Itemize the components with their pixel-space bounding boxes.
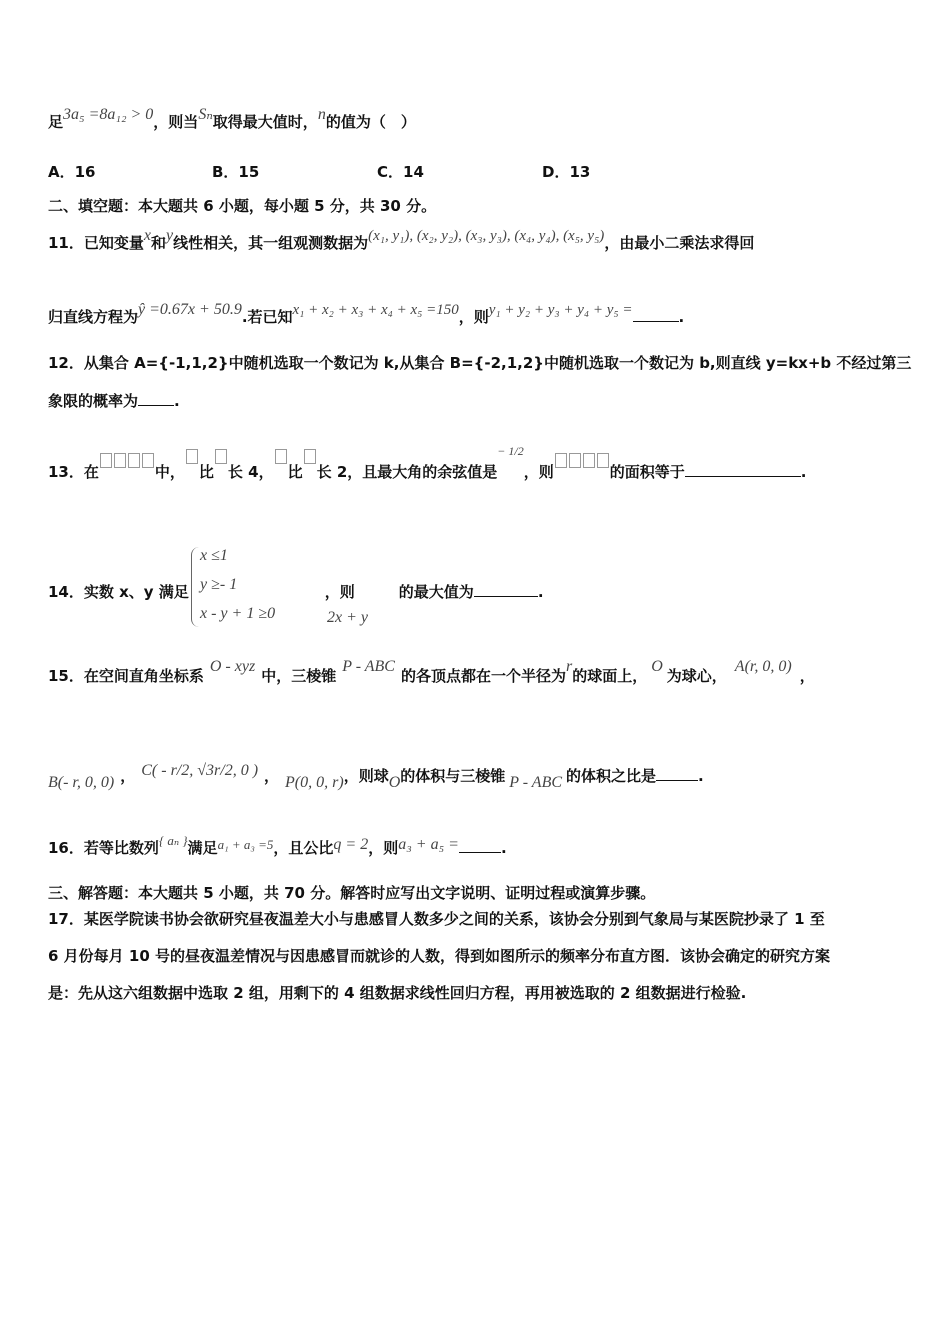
q15-answer-blank[interactable] — [656, 766, 698, 781]
q12-answer-blank[interactable] — [138, 391, 174, 406]
q16-p3: ，且公比 — [273, 839, 334, 857]
q11-line2 — [48, 301, 685, 328]
q11-answer-blank[interactable] — [633, 307, 679, 322]
q13-placeholder-icon — [304, 449, 316, 464]
q17-line2: 6 月份每月 10 号的昼夜温差情况与因患感冒而就诊的人数，得到如图所示的频率分布直方图．该协会确定的研究方案 — [48, 947, 830, 965]
q11-l2b: .若已知 — [241, 308, 293, 326]
q15-c: C( - r/2, √3r/2, 0 ) — [141, 762, 259, 779]
section3-heading: 三、解答题：本大题共 5 小题，共 70 分。解答时应写出文字说明、证明过程或演算步骤。 — [48, 884, 656, 902]
q13-p1: 13．在 — [48, 463, 99, 481]
q13-p5: 比 — [287, 463, 303, 481]
q11-eq: ŷ =0.67x + 50.9 — [138, 301, 242, 318]
q16-end: . — [500, 839, 507, 857]
q11-l2c: ，则 — [458, 308, 489, 326]
q11-l2a: 归直线方程为 — [48, 308, 139, 326]
q10-mid: ，则当 — [153, 113, 199, 131]
q13-placeholder-icon — [142, 453, 154, 468]
q11-line1 — [48, 227, 755, 254]
q16-an: { aₙ } — [158, 833, 188, 848]
q11-sumy: y₁ + y₂ + y₃ + y₄ + y₅ = — [488, 302, 633, 318]
q10-suffix: 的值为（ ） — [325, 113, 416, 131]
q15-comma3: ， — [264, 767, 280, 785]
q14-p1: 14．实数 x、y 满足 — [48, 583, 189, 601]
q12-end: . — [174, 392, 180, 410]
q13-p7: ，则 — [523, 463, 554, 481]
q14-constraint-1: x ≤1 — [200, 547, 228, 564]
q10-formula: 3a₅ =8a₁₂ > 0 — [63, 106, 154, 123]
q13-end: . — [800, 463, 807, 481]
q14-constraint-3: x - y + 1 ≥0 — [200, 605, 276, 622]
q12-line2 — [48, 391, 180, 411]
q10-sn: Sₙ — [198, 106, 213, 123]
option-d[interactable]: D．13 — [542, 163, 591, 181]
q17-line3: 是：先从这六组数据中选取 2 组，用剩下的 4 组数据求线性回归方程，再用被选取的 2 组数据进行检验. — [48, 984, 747, 1002]
q15-p4: 的球面上， — [572, 667, 648, 685]
q11-sumx: x₁ + x₂ + x₃ + x₄ + x₅ =150 — [292, 302, 459, 318]
q14-p2: ，则 — [324, 583, 355, 601]
q15-p1: 15．在空间直角坐标系 — [48, 667, 204, 685]
q14-answer-blank[interactable] — [474, 582, 538, 597]
q11-p1: 11．已知变量 — [48, 234, 144, 252]
q16-p4: ，则 — [368, 839, 399, 857]
q13-answer-blank[interactable] — [685, 462, 801, 477]
q13-placeholder-icon — [583, 453, 595, 468]
q14-expr: 2x + y — [327, 609, 368, 626]
q11-p4: ，由最小二乘法求得回 — [604, 234, 755, 252]
q13-placeholder-icon — [186, 449, 198, 464]
q16-q: q = 2 — [333, 836, 369, 853]
q14-end: . — [537, 583, 544, 601]
q13-placeholder-icon — [100, 453, 112, 468]
q13-p6: 长 2，且最大角的余弦值是 — [316, 463, 498, 481]
q13-placeholder-icon — [128, 453, 140, 468]
q12-line2-text: 象限的概率为 — [48, 392, 139, 410]
q17-line1: 17．某医学院读书协会欲研究昼夜温差大小与患感冒人数多少之间的关系，该协会分别到气象局与某医院抄录了 1 至 — [48, 910, 825, 928]
q11-data: (x₁, y₁), (x₂, y₂), (x₃, y₃), (x₄, y₄), (x₅, y₅) — [368, 228, 605, 244]
q13-line — [48, 444, 807, 483]
q15-p3: 的各顶点都在一个半径为 — [400, 667, 566, 685]
q14-line — [48, 582, 544, 602]
q14-p3: 的最大值为 — [398, 583, 474, 601]
section2-heading: 二、填空题：本大题共 6 小题，每小题 5 分，共 30 分。 — [48, 197, 437, 215]
q10-n: n — [317, 106, 326, 123]
q13-placeholder-icon — [215, 449, 227, 464]
q15-o2: O — [388, 774, 401, 791]
q15-comma: ， — [799, 667, 815, 685]
q11-x: x — [143, 227, 151, 244]
q16-expr: a₃ + a₅ = — [398, 836, 459, 853]
option-a[interactable]: A．16 — [48, 163, 96, 181]
q15-l2c: 的体积之比是 — [566, 767, 657, 785]
q16-p2: 满足 — [187, 839, 218, 857]
q10-line — [48, 106, 416, 133]
q13-placeholder-icon — [597, 453, 609, 468]
q16-answer-blank[interactable] — [459, 838, 501, 853]
q10-prefix: 足 — [48, 113, 64, 131]
q13-p3: 比 — [198, 463, 214, 481]
q13-p2: 中， — [154, 463, 185, 481]
q15-l2b: 的体积与三棱锥 — [400, 767, 506, 785]
q13-cos: − 1/2 — [497, 444, 524, 458]
q10-mid2: 取得最大值时， — [212, 113, 318, 131]
q15-a: A(r, 0, 0) — [734, 658, 792, 675]
q13-placeholder-icon — [555, 453, 567, 468]
q15-comma2: ， — [120, 767, 136, 785]
q15-p2: 中，三棱锥 — [261, 667, 337, 685]
q13-placeholder-icon — [275, 449, 287, 464]
q13-placeholder-icon — [114, 453, 126, 468]
q13-p4: 长 4， — [227, 463, 274, 481]
q11-l2d: . — [678, 308, 685, 326]
q11-p2: 和 — [150, 234, 166, 252]
option-c[interactable]: C．14 — [377, 163, 424, 181]
q15-l2a: ，则球 — [343, 767, 389, 785]
q13-placeholder-icon — [569, 453, 581, 468]
q15-r: r — [565, 658, 573, 675]
q15-p5: 为球心， — [666, 667, 727, 685]
q15-line2 — [48, 762, 704, 791]
q13-p8: 的面积等于 — [609, 463, 685, 481]
option-b[interactable]: B．15 — [212, 163, 260, 181]
q15-b: B(- r, 0, 0) — [48, 774, 115, 791]
q11-p3: 线性相关，其一组观测数据为 — [173, 234, 369, 252]
q16-cond: a₁ + a₃ =5 — [217, 837, 274, 852]
q15-p: P(0, 0, r) — [285, 774, 344, 791]
q11-y: y — [166, 227, 174, 244]
q15-end: . — [698, 767, 704, 785]
q15-pabc: P - ABC — [342, 658, 395, 675]
q12-line1: 12．从集合 A={-1,1,2}中随机选取一个数记为 k,从集合 B={-2,1,2}中随机选取一个数记为 b,则直线 y=kx+b 不经过第三 — [48, 354, 912, 372]
q15-pabc2: P - ABC — [509, 774, 563, 791]
q15-oxyz: O - xyz — [209, 658, 256, 675]
q15-line1 — [48, 658, 815, 687]
q16-line — [48, 833, 507, 859]
q14-constraint-2: y ≥- 1 — [200, 576, 238, 593]
q16-p1: 16．若等比数列 — [48, 839, 159, 857]
q15-o: O — [651, 658, 663, 675]
